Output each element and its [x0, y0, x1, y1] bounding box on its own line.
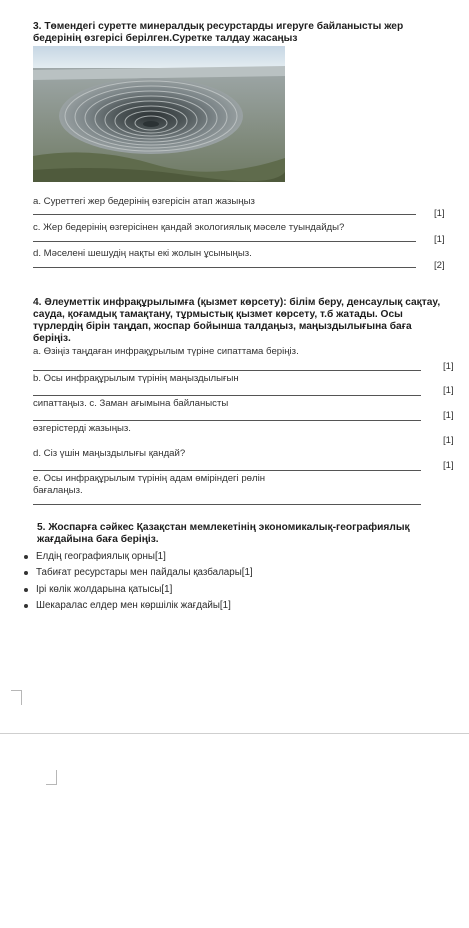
- q4-mark-a: [1]: [443, 361, 454, 372]
- q5-plan-list: [22, 549, 253, 614]
- page-corner-mark-bottom: [46, 770, 57, 785]
- q3-question-c: c. Жер бедерінің өзгерісінен қандай экологиялық мәселе туындайды?: [33, 222, 345, 233]
- q3-question-a: a. Суреттегі жер бедерінің өзгерісін атап жазыңыз: [33, 196, 255, 207]
- q4-mark-d: [1]: [443, 460, 454, 471]
- q4-question-e-line1: e. Осы инфрақұрылым түрінің адам өміріндегі рөлін: [33, 473, 266, 484]
- q3-mark-c: [1]: [434, 234, 445, 245]
- q4-question-b: b. Осы инфрақұрылым түрінің маңыздылығын: [33, 373, 239, 384]
- open-pit-mine-photo: [33, 46, 285, 182]
- q3-answer-line-a[interactable]: [33, 214, 416, 215]
- page-corner-mark: [11, 690, 22, 705]
- q4-answer-line-d[interactable]: [33, 470, 421, 471]
- q4-answer-line-b[interactable]: [33, 395, 421, 396]
- q3-question-d: d. Мәселені шешудің нақты екі жолын ұсыныңыз.: [33, 248, 252, 259]
- q4-question-c: сипаттаңыз. c. Заман ағымына байланысты: [33, 398, 229, 409]
- q3-answer-line-c[interactable]: [33, 241, 416, 242]
- q4-answer-line-c[interactable]: [33, 420, 421, 421]
- q3-title-line1: 3. Төмендегі суретте минералдық ресурстарды игеруге байланысты жер: [33, 21, 404, 32]
- q4-title-line3: түрлердің бірін таңдап, жоспар бойынша талдаңыз, маңыздылығына баға: [33, 321, 412, 332]
- q4-question-e-line2: бағалаңыз.: [33, 485, 83, 496]
- q4-question-a: a. Өзіңіз таңдаған инфрақұрылым түріне сипаттама беріңіз.: [33, 346, 299, 357]
- q3-answer-line-d[interactable]: [33, 267, 416, 268]
- list-item: Шекаралас елдер мен көршілік жағдайы[1]: [22, 598, 253, 614]
- q4-answer-line-a[interactable]: [33, 370, 421, 371]
- q4-title-line2: сауда, қоғамдық тамақтану, тұрмыстық қызмет көрсету, т.б жатады. Осы: [33, 309, 403, 320]
- q4-mark-c2: [1]: [443, 435, 454, 446]
- q5-title-line2: жағдайына баға беріңіз.: [37, 534, 159, 545]
- q4-title-line4: беріңіз.: [33, 333, 71, 344]
- q4-title-line1: 4. Әлеуметтік инфрақұрылымға (қызмет көрсету): білім беру, денсаулық сақтау,: [33, 297, 441, 308]
- q4-question-d: d. Сіз үшін маңыздылығы қандай?: [33, 448, 186, 459]
- list-item: Елдің географиялық орны[1]: [22, 549, 253, 565]
- list-item: Табиғат ресурстары мен пайдалы қазбалары[1]: [22, 565, 253, 581]
- q3-mark-a: [1]: [434, 208, 445, 219]
- q3-mark-d: [2]: [434, 260, 445, 271]
- list-item: Ірі көлік жолдарына қатысы[1]: [22, 582, 253, 598]
- q4-mark-b: [1]: [443, 385, 454, 396]
- q5-title-line1: 5. Жоспарға сәйкес Қазақстан мемлекетінің экономикалық-географиялық: [37, 522, 410, 533]
- q4-question-c2: өзгерістерді жазыңыз.: [33, 423, 131, 434]
- q4-mark-c: [1]: [443, 410, 454, 421]
- q3-title-line2: бедерінің өзгерісі берілген.Суретке талдау жасаңыз: [33, 33, 298, 44]
- q4-answer-line-e[interactable]: [33, 504, 421, 505]
- page-divider: [0, 733, 469, 734]
